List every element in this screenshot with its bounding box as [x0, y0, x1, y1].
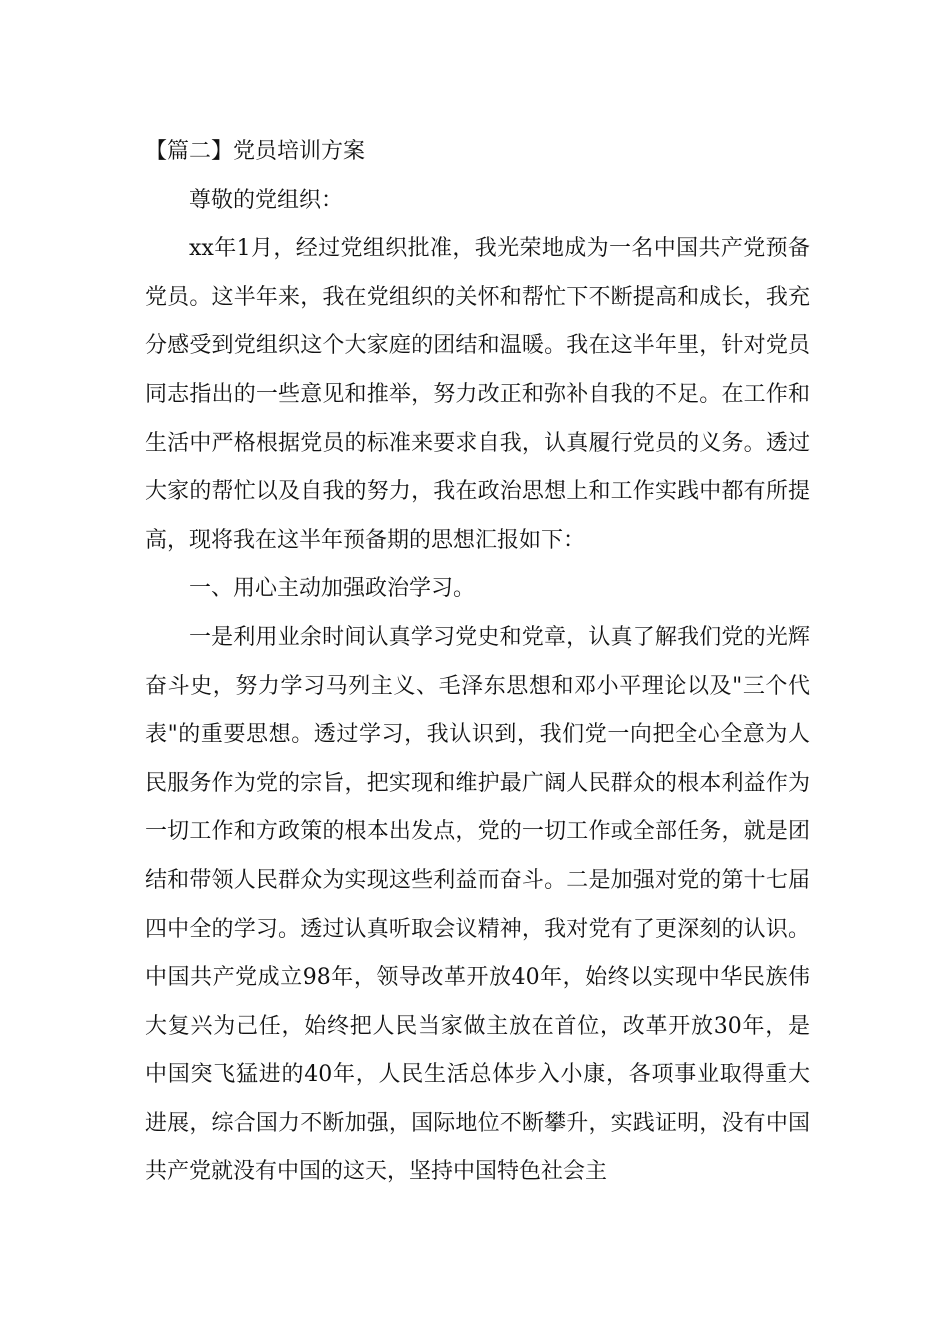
document-title: 【篇二】党员培训方案 [145, 139, 366, 164]
section-heading-political-study: 一、用心主动加强政治学习。 [189, 576, 476, 602]
document-body [145, 128, 810, 1197]
paragraph-study-details: 一是利用业余时间认真学习党史和党章，认真了解我们党的光辉奋斗史，努力学习马列主义、毛泽东思想和邓小平理论以及"三个代表"的重要思想。透过学习，我认识到，我们党一向把全心全意为人民服务作为党的宗旨，把实现和维护最广阔人民群众的根本利益作为一切工作和方政策的根本出发点，党的一切工作或全部任务，就是团结和带领人民群众为实现这些利益而奋斗。二是加强对党的第十七届四中全的学习。透过认真听取会议精神，我对党有了更深刻的认识。中国共产党成立98年，领导改革开放40年，始终以实现中华民族伟大复兴为己任，始终把人民当家做主放在首位，改革开放30年，是中国突飞猛进的40年，人民生活总体步入小康，各项事业取得重大进展，综合国力不断加强，国际地位不断攀升，实践证明，没有中国共产党就没有中国的这天，坚持中国特色社会主 [145, 624, 810, 1185]
paragraph-intro: xx年1月，经过党组织批准，我光荣地成为一名中国共产党预备党员。这半年来，我在党组织的关怀和帮忙下不断提高和成长，我充分感受到党组织这个大家庭的团结和温暖。我在这半年里，针对党员同志指出的一些意见和推举，努力改正和弥补自我的不足。在工作和生活中严格根据党员的标准来要求自我，认真履行党员的义务。透过大家的帮忙以及自我的努力，我在政治思想上和工作实践中都有所提高，现将我在这半年预备期的思想汇报如下： [145, 236, 810, 553]
salutation: 尊敬的党组织： [189, 187, 344, 213]
